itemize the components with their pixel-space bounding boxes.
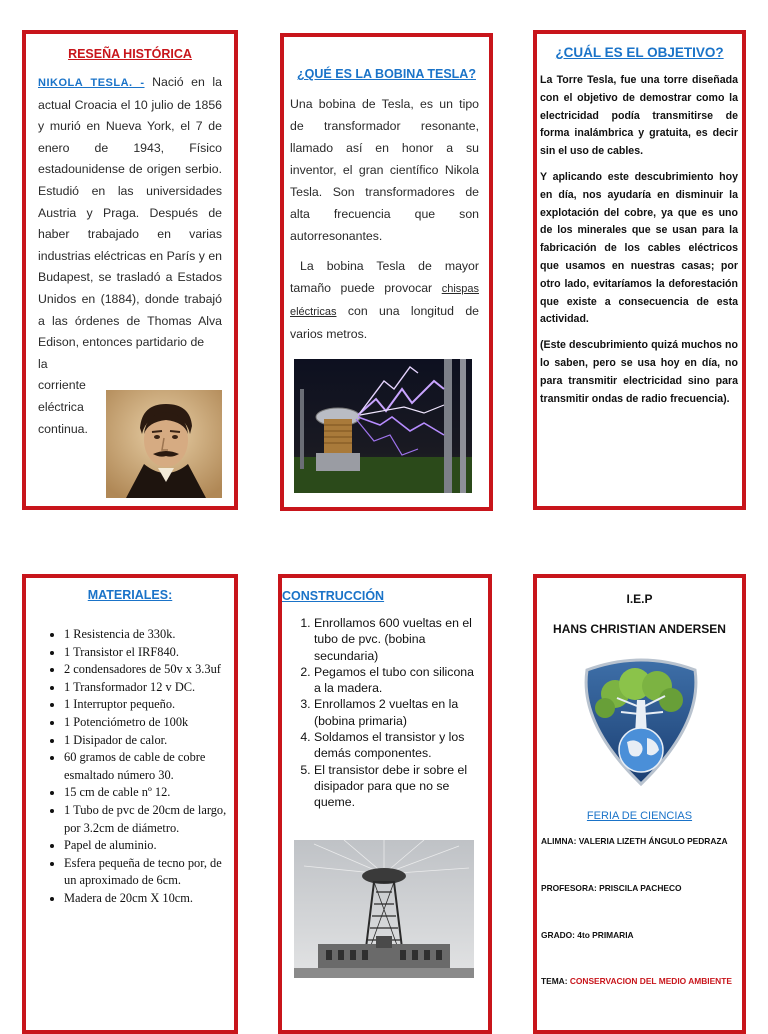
list-item: 5. El transistor debe ir sobre el disipador para que no se queme. bbox=[314, 762, 484, 811]
feria-ciencias-label: FERIA DE CIENCIAS bbox=[586, 810, 693, 822]
topic-row bbox=[541, 976, 740, 986]
topic-label: TEMA: bbox=[541, 976, 568, 986]
list-item: • Esfera pequeña de tecno por, de un aproximado de 6cm. bbox=[64, 855, 228, 890]
grade-label: GRADO: bbox=[541, 930, 575, 940]
bobina-para-2-start: La bobina Tesla de mayor tamaño puede provocar bbox=[290, 259, 479, 295]
teacher-value: PRISCILA PACHECO bbox=[599, 883, 682, 893]
torre-tesla-label: La Torre Tesla bbox=[540, 74, 614, 86]
teacher-label: PROFESORA: bbox=[541, 883, 597, 893]
objetivo-title: ¿CUÁL ES EL OBJETIVO? bbox=[555, 45, 724, 60]
student-value: VALERIA LIZETH ÁNGULO PEDRAZA bbox=[578, 836, 728, 846]
list-item: • 1 Potenciómetro de 100k bbox=[64, 714, 228, 732]
panel-portada bbox=[533, 574, 746, 1034]
list-item: 1. Enrollamos 600 vueltas en el tubo de pvc. (bobina secundaria) bbox=[314, 615, 484, 664]
bobina-title: ¿QUÉ ES LA BOBINA TESLA? bbox=[297, 67, 476, 81]
tail-line-2: corriente bbox=[38, 378, 86, 393]
bobina-para-1: Una bobina de Tesla, es un tipo de transformador resonante, llamado así en honor a su inventor, el gran científico Nikola Tesla. Son transformadores de alta frecuencia que son autorresonantes. bbox=[290, 97, 479, 243]
grade-value: 4to PRIMARIA bbox=[577, 930, 634, 940]
grade-row bbox=[541, 930, 740, 940]
wardenclyffe-tower-photo-image bbox=[294, 840, 474, 978]
objetivo-content bbox=[540, 72, 738, 416]
bobina-para-2-end: con una longitud de varios metros. bbox=[290, 304, 479, 341]
tesla-portrait-image bbox=[106, 390, 222, 498]
student-label: ALIMNA: bbox=[541, 836, 577, 846]
tail-line-4: continua. bbox=[38, 421, 88, 436]
panel-objetivo bbox=[533, 30, 746, 510]
materiales-list bbox=[26, 626, 228, 908]
topic-value: CONSERVACION DEL MEDIO AMBIENTE bbox=[569, 976, 732, 986]
objetivo-para-1-body: , fue una torre diseñada con el objetivo de demostrar como la electricidad podía transmitirse de forma inalámbrica y gratuita, es decir sin el uso de cables. bbox=[540, 74, 738, 158]
teacher-row bbox=[541, 883, 740, 893]
construccion-title: CONSTRUCCIÓN bbox=[282, 589, 385, 603]
list-item: • 1 Tubo de pvc de 20cm de largo, por 3.2cm de diámetro. bbox=[64, 802, 228, 837]
list-item: • 15 cm de cable nº 12. bbox=[64, 784, 228, 802]
panel-materiales bbox=[22, 574, 238, 1034]
list-item: • 1 Transformador 12 v DC. bbox=[64, 679, 228, 697]
panel-construccion bbox=[278, 574, 492, 1034]
list-item: • 1 Transistor el IRF840. bbox=[64, 644, 228, 662]
list-item: • 60 gramos de cable de cobre esmaltado número 30. bbox=[64, 749, 228, 784]
chispas-link: chispas eléctricas bbox=[290, 283, 479, 318]
list-item: • 1 Interruptor pequeño. bbox=[64, 696, 228, 714]
edge-marker bbox=[22, 614, 25, 632]
list-item: • Madera de 20cm X 10cm. bbox=[64, 890, 228, 908]
objetivo-para-1 bbox=[540, 72, 738, 161]
bobina-content bbox=[290, 93, 479, 345]
list-item: • 1 Resistencia de 330k. bbox=[64, 626, 228, 644]
tail-line-3: eléctrica bbox=[38, 399, 84, 414]
objetivo-para-3: (Este descubrimiento quizá muchos no lo saben, pero se usa hoy en día, no para transmitir electricidad sino para transmitir ondas de radio frecuencia). bbox=[540, 339, 738, 405]
historia-content bbox=[38, 72, 222, 440]
school-prefix: I.E.P bbox=[626, 592, 653, 606]
materiales-title: MATERIALES: bbox=[87, 588, 173, 602]
construccion-steps bbox=[282, 615, 484, 811]
historia-tail bbox=[38, 354, 98, 440]
list-item: 3. Enrollamos 2 vueltas en la (bobina primaria) bbox=[314, 696, 484, 729]
tesla-coil-photo-image bbox=[294, 359, 472, 493]
list-item: • 2 condensadores de 50v x 3.3uf bbox=[64, 661, 228, 679]
list-item: • 1 Disipador de calor. bbox=[64, 732, 228, 750]
list-item: 4. Soldamos el transistor y los demás componentes. bbox=[314, 729, 484, 762]
tail-line-1: la bbox=[38, 356, 48, 371]
school-crest-logo bbox=[571, 654, 711, 788]
panel-bobina bbox=[280, 33, 493, 511]
panel-historia bbox=[22, 30, 238, 510]
list-item: 2. Pegamos el tubo con silicona a la madera. bbox=[314, 664, 484, 697]
historia-body: Nació en la actual Croacia el 10 julio de 1856 y murió en Nueva York, el 7 de enero de 1943, Físico estadounidense de origen serbio. Estudió en las universidades Austria y Praga. Después de haber trabajado en varias industrias eléctricas en París y en Budapest, se trasladó a Estados Unidos en (1884), donde trabajó a las órdenes de Thomas Alva Edison, entonces partidario de bbox=[38, 75, 222, 350]
historia-text bbox=[38, 72, 222, 354]
tesla-name-link: NIKOLA TESLA. - bbox=[38, 77, 145, 89]
historia-title: RESEÑA HISTÓRICA bbox=[68, 47, 192, 61]
school-name: HANS CHRISTIAN ANDERSEN bbox=[553, 622, 726, 636]
objetivo-para-2: Y aplicando este descubrimiento hoy en día, nos ayudaría en disminuir la explotación del cobre, ya que es uno de los minerales que se usan para la fabricación de los cables eléctricos que usamos en nuestras casas; por otro lado, evitaríamos la deforestación que existe a consecuencia de esta actividad. bbox=[540, 170, 738, 326]
edge-marker bbox=[22, 982, 25, 1000]
student-row bbox=[541, 836, 740, 846]
bobina-para-2 bbox=[290, 255, 479, 345]
list-item: • Papel de aluminio. bbox=[64, 837, 228, 855]
